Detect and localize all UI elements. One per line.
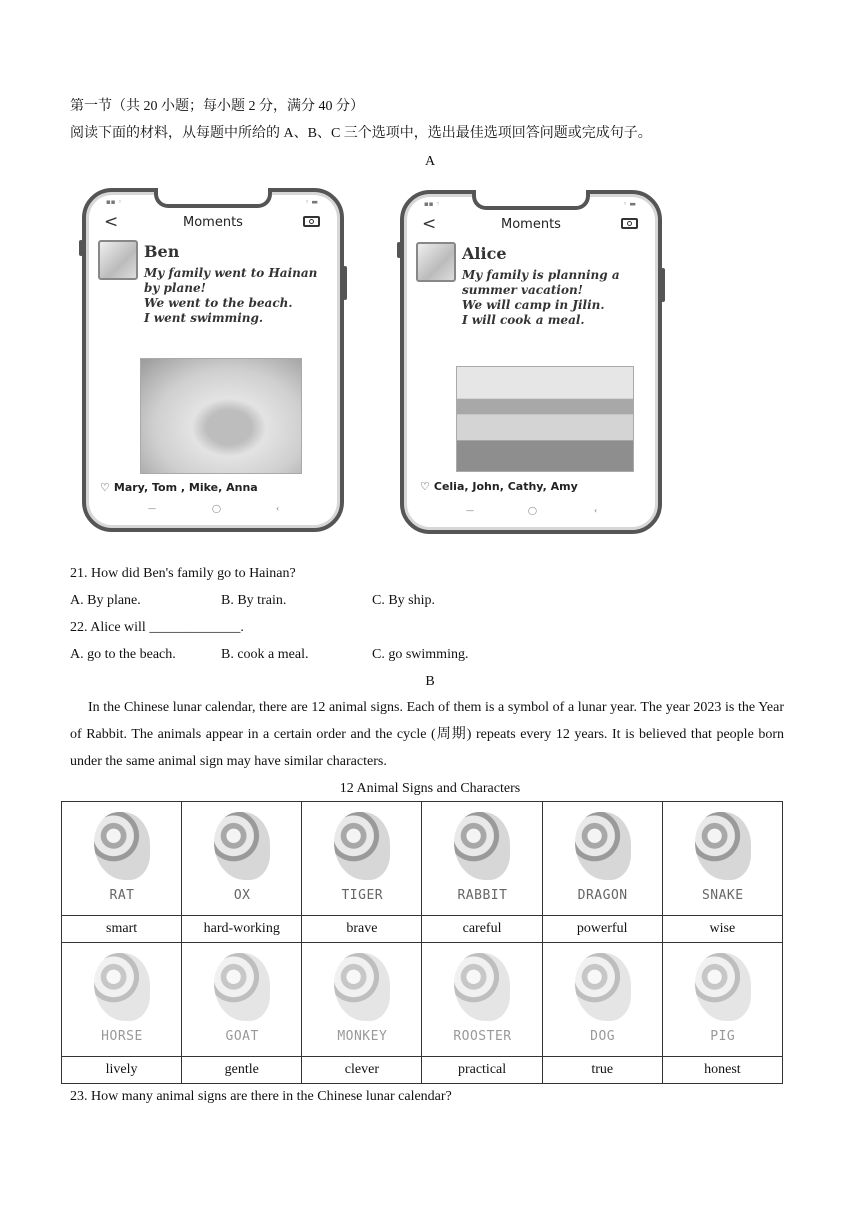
- menu-icon[interactable]: —: [148, 504, 156, 513]
- phone-side-button: [661, 268, 665, 302]
- character-cell: gentle: [182, 1057, 302, 1084]
- animal-label: RABBIT: [457, 888, 508, 903]
- poster-name: Alice: [462, 244, 507, 263]
- ox-icon: [182, 802, 302, 915]
- back-nav-icon[interactable]: ‹: [276, 504, 280, 513]
- option-21-c: C. By ship.: [372, 593, 436, 608]
- post-line: summer vacation!: [462, 283, 583, 297]
- question-23: 23. How many animal signs are there in the Chinese lunar calendar?: [70, 1089, 452, 1104]
- dog-icon: [543, 943, 663, 1056]
- post-line: I went swimming.: [144, 311, 264, 325]
- passage-a-label: A: [424, 154, 436, 169]
- poster-name: Ben: [144, 242, 180, 261]
- instructions: 阅读下面的材料，从每题中所给的 A、B、C 三个选项中，选出最佳选项回答问题或完成句子。: [70, 126, 652, 141]
- animal-signs-table: [61, 801, 783, 1084]
- dragon-icon: [543, 802, 663, 915]
- rabbit-icon: [422, 802, 542, 915]
- likes-names: Mary, Tom , Mike, Anna: [113, 481, 258, 494]
- table-cell: [302, 943, 422, 1057]
- passage-b-text: In the Chinese lunar calendar, there are 12 animal signs. Each of them is a symbol of a lunar year. The year 2023 is the Year of Rabbit. The animals appear in a certain order and the cycle (周期) repeats every 12 years. It is believed that people born under the same animal sign may have similar characters.: [70, 700, 784, 769]
- table-cell: [542, 802, 662, 916]
- post-line: by plane!: [144, 281, 206, 295]
- animal-label: GOAT: [225, 1029, 259, 1044]
- table-cell: [422, 802, 542, 916]
- signal-icon: ▪▪ ◦: [106, 198, 122, 206]
- post-line: We will camp in Jilin.: [462, 298, 605, 312]
- heart-icon[interactable]: ♡: [420, 480, 430, 493]
- phone-side-button: [343, 266, 347, 300]
- option-22-a: A. go to the beach.: [70, 647, 176, 662]
- table-cell: [542, 943, 662, 1057]
- character-cell: careful: [422, 916, 542, 943]
- character-cell: hard-working: [182, 916, 302, 943]
- character-cell: lively: [62, 1057, 182, 1084]
- table-cell: [62, 802, 182, 916]
- monkey-icon: [302, 943, 422, 1056]
- camping-photo[interactable]: [456, 366, 634, 472]
- character-cell: powerful: [542, 916, 662, 943]
- phone-notch: [154, 188, 272, 208]
- nav-bar: [404, 506, 658, 516]
- option-22-b: B. cook a meal.: [221, 647, 309, 662]
- option-22-c: C. go swimming.: [372, 647, 469, 662]
- back-icon[interactable]: <: [422, 214, 437, 234]
- passage-b-label: B: [425, 674, 435, 689]
- likes-list: [420, 480, 578, 493]
- question-22: 22. Alice will _____________.: [70, 620, 244, 635]
- question-21: 21. How did Ben's family go to Hainan?: [70, 566, 296, 581]
- back-icon[interactable]: <: [104, 212, 119, 232]
- post-line: My family went to Hainan: [144, 266, 318, 280]
- character-cell: clever: [302, 1057, 422, 1084]
- app-title: Moments: [501, 217, 561, 232]
- signal-icon: ▪▪ ◦: [424, 200, 440, 208]
- table-title: 12 Animal Signs and Characters: [339, 781, 521, 796]
- passage-b-paragraph: [70, 694, 784, 775]
- battery-icon: ◦ ▬: [623, 200, 636, 208]
- animal-label: ROOSTER: [453, 1029, 512, 1044]
- section-title: 第一节（共 20 小题；每小题 2 分，满分 40 分）: [70, 99, 364, 114]
- avatar[interactable]: [98, 240, 138, 280]
- home-icon[interactable]: ◯: [528, 506, 537, 515]
- post-text: [144, 266, 334, 326]
- animal-label: DRAGON: [577, 888, 628, 903]
- rat-icon: [62, 802, 182, 915]
- app-title: Moments: [183, 215, 243, 230]
- option-21-a: A. By plane.: [70, 593, 141, 608]
- animal-label: DOG: [590, 1029, 616, 1044]
- likes-names: Celia, John, Cathy, Amy: [433, 480, 578, 493]
- character-cell: practical: [422, 1057, 542, 1084]
- camera-icon[interactable]: [621, 218, 638, 229]
- table-cell: [422, 943, 542, 1057]
- menu-icon[interactable]: —: [466, 506, 474, 515]
- pig-icon: [663, 943, 783, 1056]
- snake-icon: [663, 802, 783, 915]
- animal-label: RAT: [109, 888, 135, 903]
- battery-icon: ◦ ▬: [305, 198, 318, 206]
- phone-alice: [400, 190, 662, 534]
- beach-photo[interactable]: [140, 358, 302, 474]
- phone-ben: [82, 188, 344, 532]
- character-cell: wise: [662, 916, 782, 943]
- rooster-icon: [422, 943, 542, 1056]
- post-line: I will cook a meal.: [462, 313, 585, 327]
- app-topbar: [86, 212, 340, 234]
- phone-side-button: [397, 242, 401, 258]
- home-icon[interactable]: ◯: [212, 504, 221, 513]
- tiger-icon: [302, 802, 422, 915]
- character-cell: honest: [662, 1057, 782, 1084]
- table-cell: [182, 943, 302, 1057]
- character-cell: brave: [302, 916, 422, 943]
- horse-icon: [62, 943, 182, 1056]
- table-cell: [62, 943, 182, 1057]
- animal-label: MONKEY: [337, 1029, 388, 1044]
- post-line: We went to the beach.: [144, 296, 293, 310]
- option-21-b: B. By train.: [221, 593, 287, 608]
- character-cell: true: [542, 1057, 662, 1084]
- camera-icon[interactable]: [303, 216, 320, 227]
- nav-bar: [86, 504, 340, 514]
- phone-side-button: [79, 240, 83, 256]
- post-line: My family is planning a: [462, 268, 620, 282]
- table-cell: [662, 802, 782, 916]
- character-cell: smart: [62, 916, 182, 943]
- back-nav-icon[interactable]: ‹: [594, 506, 598, 515]
- goat-icon: [182, 943, 302, 1056]
- animal-label: TIGER: [341, 888, 384, 903]
- animal-label: OX: [233, 888, 251, 903]
- table-cell: [182, 802, 302, 916]
- table-cell: [302, 802, 422, 916]
- animal-label: HORSE: [101, 1029, 143, 1044]
- animal-label: SNAKE: [701, 888, 744, 903]
- phone-notch: [472, 190, 590, 210]
- post-text: [462, 268, 652, 328]
- likes-list: [100, 481, 258, 494]
- app-topbar: [404, 214, 658, 236]
- heart-icon[interactable]: ♡: [100, 481, 110, 494]
- animal-label: PIG: [710, 1029, 736, 1044]
- avatar[interactable]: [416, 242, 456, 282]
- table-cell: [662, 943, 782, 1057]
